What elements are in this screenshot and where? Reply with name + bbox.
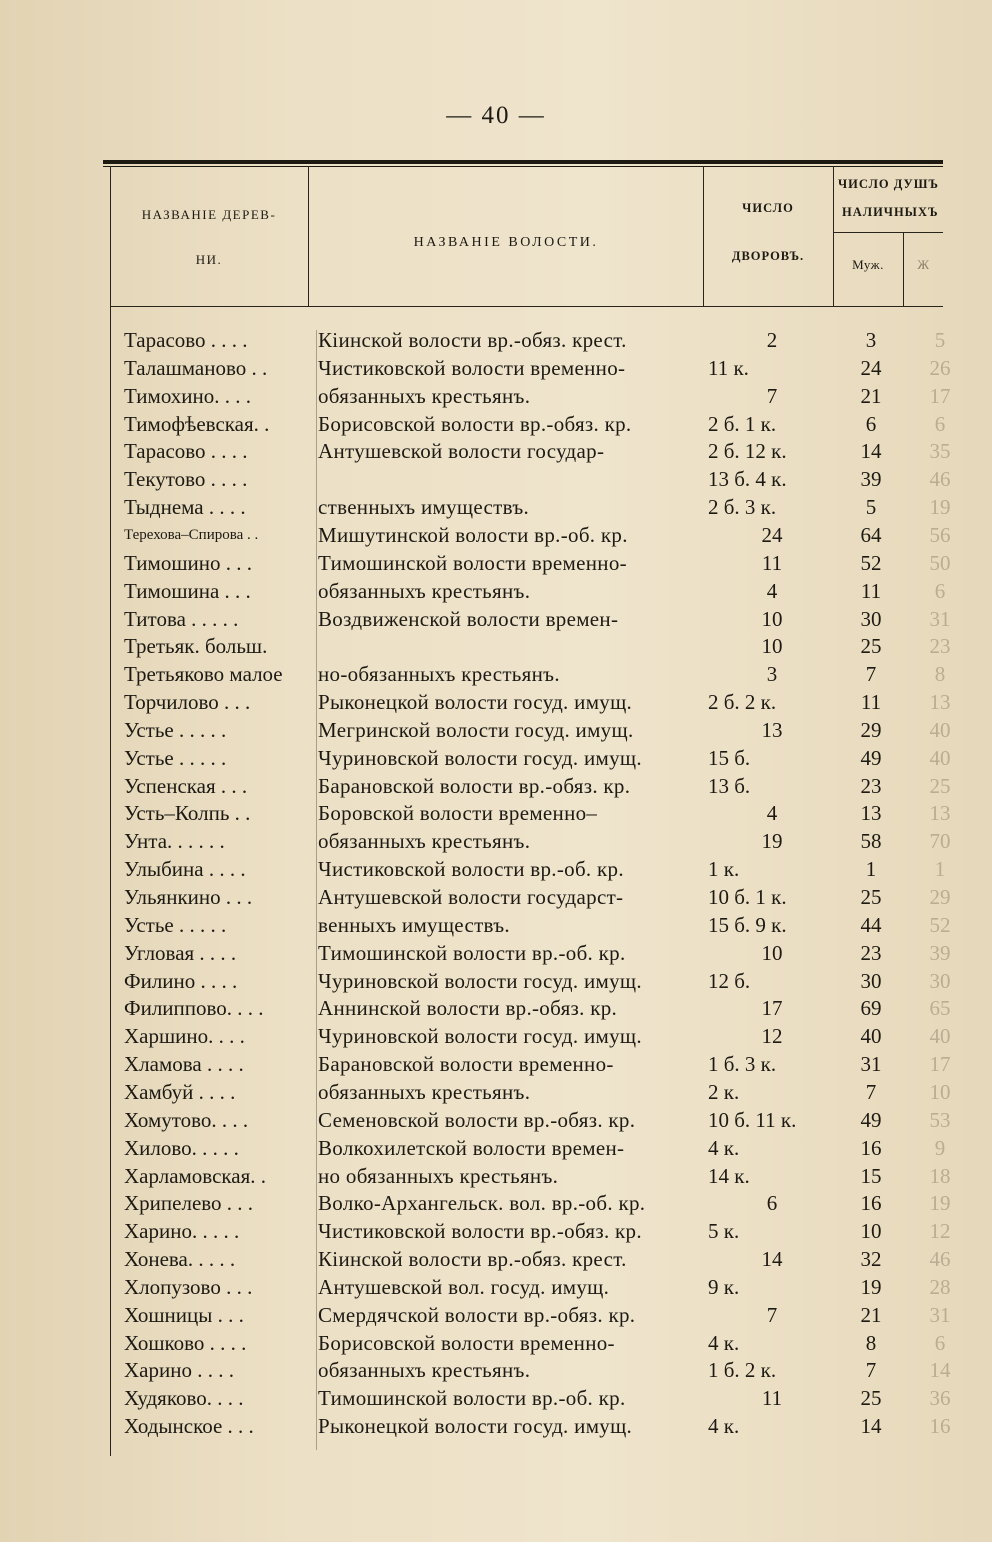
volost-cell: Кiинской волости вр.-обяз. крест. — [318, 328, 627, 352]
female-souls-cell: 36 — [929, 1386, 951, 1411]
header-village-line1: НАЗВАНIЕ ДЕРЕВ- — [141, 207, 277, 222]
volost-cell: обязанныхъ крестьянъ. — [318, 1358, 531, 1383]
village-cell: Устье . . . . . — [124, 745, 227, 770]
village-cell: Харино. . . . . — [124, 1219, 240, 1244]
female-souls-cell: 13 — [929, 801, 951, 826]
male-souls-cell: 44 — [860, 912, 882, 937]
male-souls-cell: 21 — [860, 383, 882, 408]
volost-cell: венныхъ имуществъ. — [318, 912, 510, 937]
households-cell: 4 к. — [708, 1135, 740, 1160]
village-cell: Хошково . . . . — [124, 1330, 247, 1355]
volost-cell: Антушевской волости государст- — [318, 885, 624, 909]
female-souls-cell: 70 — [929, 829, 951, 854]
female-souls-cell: 56 — [929, 522, 951, 547]
table-row — [0, 827, 992, 855]
village-cell: Тыднема . . . . — [124, 495, 246, 520]
table-row — [0, 605, 992, 633]
households-cell: 10 — [761, 606, 783, 631]
village-cell: Третьяк. больш. — [124, 634, 268, 659]
male-souls-cell: 23 — [860, 773, 882, 798]
male-souls-cell: 31 — [860, 1052, 882, 1077]
volost-cell: обязанныхъ крестьянъ. — [318, 1079, 531, 1104]
households-cell: 17 — [761, 996, 783, 1021]
volost-cell: Волко-Архангельск. вол. вр.-об. кр. — [318, 1191, 646, 1216]
male-souls-cell: 39 — [860, 467, 882, 492]
volost-cell: Семеновской волости вр.-обяз. кр. — [318, 1107, 636, 1132]
table-row — [0, 1162, 992, 1190]
male-souls-cell: 32 — [860, 1247, 882, 1272]
volost-cell: Мишутинской волости вр.-об. кр. — [318, 522, 628, 547]
female-souls-cell: 13 — [929, 690, 951, 715]
households-cell: 24 — [761, 522, 783, 547]
households-cell: 2 б. 12 к. — [708, 439, 787, 464]
female-souls-cell: 5 — [934, 328, 946, 352]
households-cell: 19 — [761, 829, 783, 854]
volost-cell: Чистиковской волости вр.-обяз. кр. — [318, 1219, 642, 1244]
volost-cell: Мегринской волости госуд. имущ. — [318, 717, 634, 742]
volost-cell: Рыконецкой волости госуд. имущ. — [318, 690, 633, 715]
male-souls-cell: 13 — [860, 801, 882, 826]
village-cell: Улыбина . . . . — [124, 857, 246, 882]
village-cell: Третьяково малое — [124, 662, 283, 687]
households-cell: 2 б. 1 к. — [708, 411, 777, 436]
female-souls-cell: 14 — [929, 1358, 951, 1383]
female-souls-cell: 8 — [934, 662, 946, 687]
village-cell: Тарасово . . . . — [124, 439, 248, 464]
male-souls-cell: 19 — [860, 1274, 882, 1299]
households-cell: 14 к. — [708, 1163, 750, 1188]
male-souls-cell: 69 — [860, 996, 882, 1021]
village-cell: Хрипелево . . . — [124, 1191, 254, 1216]
table-row — [0, 939, 992, 967]
volost-cell: Боровской волости временно– — [318, 801, 598, 826]
volost-cell: Борисовской волости временно- — [318, 1330, 615, 1355]
female-souls-cell: 26 — [929, 355, 951, 380]
village-cell: Хошницы . . . — [124, 1302, 244, 1327]
table-row — [0, 716, 992, 744]
female-souls-cell: 23 — [929, 634, 951, 659]
volost-cell: обязанныхъ крестьянъ. — [318, 578, 531, 603]
male-souls-cell: 16 — [860, 1191, 882, 1216]
table-row — [0, 994, 992, 1022]
village-cell: Усть–Колпь . . — [124, 801, 251, 826]
village-cell: Хонева. . . . . — [124, 1247, 236, 1272]
table-row — [0, 549, 992, 577]
households-cell: 7 — [766, 1302, 778, 1327]
volost-cell: Волкохилетской волости времен- — [318, 1135, 625, 1160]
header-male: Муж. — [852, 257, 884, 272]
households-cell: 4 к. — [708, 1414, 740, 1439]
households-cell: 1 к. — [708, 857, 740, 882]
households-cell: 2 б. 2 к. — [708, 690, 777, 715]
village-cell: Титова . . . . . — [124, 606, 239, 631]
male-souls-cell: 25 — [860, 885, 882, 909]
village-cell: Харламовская. . — [124, 1163, 267, 1188]
male-souls-cell: 14 — [860, 1414, 882, 1439]
table-row — [0, 521, 992, 549]
female-souls-cell: 6 — [934, 411, 946, 436]
male-souls-cell: 8 — [865, 1330, 877, 1355]
male-souls-cell: 15 — [860, 1163, 882, 1188]
village-cell: Тимохино. . . . — [124, 383, 252, 408]
households-cell: 3 — [766, 662, 778, 687]
female-souls-cell: 10 — [929, 1079, 951, 1104]
households-cell: 13 б. — [708, 773, 751, 798]
male-souls-cell: 11 — [860, 578, 882, 603]
page-number: — 40 — — [446, 102, 546, 129]
volost-cell: Рыконецкой волости госуд. имущ. — [318, 1414, 633, 1439]
table-row — [0, 744, 992, 772]
village-cell: Харино . . . . — [124, 1358, 234, 1383]
village-cell: Харшино. . . . — [124, 1024, 245, 1049]
male-souls-cell: 30 — [860, 606, 882, 631]
table-row — [0, 1412, 992, 1440]
female-souls-cell: 28 — [929, 1274, 951, 1299]
households-cell: 13 — [761, 717, 783, 742]
male-souls-cell: 11 — [860, 690, 882, 715]
village-cell: Тимошино . . . — [124, 550, 252, 575]
table-row — [0, 660, 992, 688]
male-souls-cell: 7 — [865, 662, 877, 687]
female-souls-cell: 39 — [929, 940, 951, 965]
male-souls-cell: 25 — [860, 1386, 882, 1411]
volost-cell: Чуриновской волости госуд. имущ. — [318, 968, 642, 993]
table-row — [0, 1301, 992, 1329]
village-cell: Ульянкино . . . — [124, 885, 253, 909]
village-cell: Талашманово . . — [124, 355, 268, 380]
female-souls-cell: 46 — [929, 467, 951, 492]
table-row — [0, 1106, 992, 1134]
header-village-line2: НИ. — [195, 252, 223, 267]
souls-subheader-rule — [833, 232, 943, 233]
volost-cell: Барановской волости временно- — [318, 1052, 614, 1077]
table-row — [0, 382, 992, 410]
households-cell: 6 — [766, 1191, 778, 1216]
table-row — [0, 799, 992, 827]
female-souls-cell: 53 — [929, 1107, 951, 1132]
table-row — [0, 1134, 992, 1162]
female-souls-cell: 17 — [929, 383, 951, 408]
households-cell: 10 — [761, 634, 783, 659]
village-cell: Хламова . . . . — [124, 1052, 244, 1077]
households-cell: 13 б. 4 к. — [708, 467, 787, 492]
female-souls-cell: 65 — [929, 996, 951, 1021]
table-row — [0, 437, 992, 465]
female-souls-cell: 1 — [934, 857, 946, 882]
column-divider — [308, 166, 309, 306]
male-souls-cell: 30 — [860, 968, 882, 993]
female-souls-cell: 29 — [929, 885, 951, 909]
female-souls-cell: 40 — [929, 745, 951, 770]
table-row — [0, 911, 992, 939]
volost-cell: но-обязанныхъ крестьянъ. — [318, 662, 560, 687]
header-souls-line1: ЧИСЛО ДУШЪ — [838, 177, 939, 191]
table-row — [0, 855, 992, 883]
volost-cell: обязанныхъ крестьянъ. — [318, 829, 531, 854]
table-row — [0, 1356, 992, 1384]
volost-cell: Антушевской вол. госуд. имущ. — [318, 1274, 610, 1299]
households-cell: 2 б. 3 к. — [708, 495, 777, 520]
village-cell: Успенская . . . — [124, 773, 248, 798]
households-cell: 12 б. — [708, 968, 751, 993]
village-cell: Унта. . . . . . — [124, 829, 225, 854]
households-cell: 2 — [766, 328, 778, 352]
village-cell: Филиппово. . . . — [124, 996, 264, 1021]
households-cell: 10 — [761, 940, 783, 965]
village-cell: Терехова–Спирова . . — [124, 526, 259, 543]
female-souls-cell: 40 — [929, 717, 951, 742]
header-households-line1: ЧИСЛО — [742, 201, 794, 215]
header-bottom-rule — [110, 306, 943, 307]
village-cell: Ходынское . . . — [124, 1414, 254, 1439]
volost-cell: Антушевской волости государ- — [318, 439, 605, 464]
village-cell: Тимофѣевская. . — [124, 411, 270, 436]
male-souls-cell: 7 — [865, 1358, 877, 1383]
male-souls-cell: 6 — [865, 411, 877, 436]
female-souls-cell: 52 — [929, 912, 951, 937]
header-volost: НАЗВАНIЕ ВОЛОСТИ. — [413, 235, 599, 250]
table-row — [0, 410, 992, 438]
table-row — [0, 326, 992, 354]
households-cell: 12 — [761, 1024, 783, 1049]
male-souls-cell: 40 — [860, 1024, 882, 1049]
female-souls-cell: 6 — [934, 578, 946, 603]
table-top-rule — [103, 160, 943, 164]
male-souls-cell: 24 — [860, 355, 882, 380]
female-souls-cell: 18 — [929, 1163, 951, 1188]
table-row — [0, 577, 992, 605]
volost-cell: но обязанныхъ крестьянъ. — [318, 1163, 559, 1188]
households-cell: 5 к. — [708, 1219, 740, 1244]
female-souls-cell: 25 — [929, 773, 951, 798]
village-cell: Худяково. . . . — [124, 1386, 244, 1411]
table-row — [0, 772, 992, 800]
households-cell: 1 б. 3 к. — [708, 1052, 777, 1077]
table-row — [0, 967, 992, 995]
volost-cell: Тимошинской волости вр.-об. кр. — [318, 940, 626, 965]
households-cell: 7 — [766, 383, 778, 408]
male-souls-cell: 5 — [865, 495, 877, 520]
header-female: Ж — [917, 257, 931, 272]
male-souls-cell: 52 — [860, 550, 882, 575]
female-souls-cell: 31 — [929, 1302, 951, 1327]
households-cell: 9 к. — [708, 1274, 740, 1299]
households-cell: 15 б. 9 к. — [708, 912, 787, 937]
male-souls-cell: 16 — [860, 1135, 882, 1160]
table-row — [0, 1245, 992, 1273]
table-row — [0, 1050, 992, 1078]
male-souls-cell: 49 — [860, 745, 882, 770]
table-row — [0, 465, 992, 493]
male-souls-cell: 25 — [860, 634, 882, 659]
female-souls-cell: 19 — [929, 495, 951, 520]
volost-cell: Барановской волости вр.-обяз. кр. — [318, 773, 631, 798]
village-cell: Хамбуй . . . . — [124, 1079, 236, 1104]
volost-cell: ственныхъ имуществъ. — [318, 495, 530, 520]
village-cell: Торчилово . . . — [124, 690, 251, 715]
households-cell: 14 — [761, 1247, 783, 1272]
female-souls-cell: 30 — [929, 968, 951, 993]
header-households-line2: ДВОРОВЪ. — [731, 249, 805, 263]
volost-cell: Кiинской волости вр.-обяз. крест. — [318, 1247, 627, 1272]
male-souls-cell: 3 — [865, 328, 877, 352]
village-cell: Тимошина . . . — [124, 578, 251, 603]
female-souls-cell: 50 — [929, 550, 951, 575]
volost-cell: Чуриновской волости госуд. имущ. — [318, 1024, 642, 1049]
male-souls-cell: 49 — [860, 1107, 882, 1132]
table-row — [0, 1273, 992, 1301]
households-cell: 2 к. — [708, 1079, 740, 1104]
households-cell: 4 — [766, 578, 778, 603]
households-cell: 10 б. 1 к. — [708, 885, 787, 909]
male-souls-cell: 23 — [860, 940, 882, 965]
male-souls-cell: 29 — [860, 717, 882, 742]
village-cell: Угловая . . . . — [124, 940, 237, 965]
female-souls-cell: 6 — [934, 1330, 946, 1355]
male-souls-cell: 1 — [865, 857, 877, 882]
households-cell: 4 к. — [708, 1330, 740, 1355]
header-souls-line2: НАЛИЧНЫХЪ — [842, 205, 939, 219]
volost-cell: Чистиковской волости временно- — [318, 355, 626, 380]
volost-cell: обязанныхъ крестьянъ. — [318, 383, 531, 408]
male-souls-cell: 58 — [860, 829, 882, 854]
households-cell: 4 — [766, 801, 778, 826]
female-souls-cell: 9 — [934, 1135, 946, 1160]
female-souls-cell: 16 — [929, 1414, 951, 1439]
volost-cell: Смердячской волости вр.-обяз. кр. — [318, 1302, 636, 1327]
table-row — [0, 493, 992, 521]
table-row — [0, 1078, 992, 1106]
table-row — [0, 1329, 992, 1357]
village-cell: Хлопузово . . . — [124, 1274, 253, 1299]
male-souls-cell: 14 — [860, 439, 882, 464]
volost-cell: Чуриновской волости госуд. имущ. — [318, 745, 642, 770]
female-souls-cell: 12 — [929, 1219, 951, 1244]
volost-cell: Тимошинской волости временно- — [318, 550, 627, 575]
volost-cell: Чистиковской волости вр.-об. кр. — [318, 857, 624, 882]
male-souls-cell: 10 — [860, 1219, 882, 1244]
village-cell: Хилово. . . . . — [124, 1135, 239, 1160]
village-cell: Тарасово . . . . — [124, 328, 248, 352]
table-row — [0, 688, 992, 716]
village-cell: Филино . . . . — [124, 968, 238, 993]
households-cell: 11 к. — [708, 355, 749, 380]
table-row — [0, 883, 992, 911]
households-cell: 11 — [761, 1386, 783, 1411]
female-souls-cell: 19 — [929, 1191, 951, 1216]
female-souls-cell: 31 — [929, 606, 951, 631]
table-row — [0, 354, 992, 382]
village-cell: Хомутово. . . . — [124, 1107, 249, 1132]
male-souls-cell: 21 — [860, 1302, 882, 1327]
column-divider — [703, 166, 704, 306]
households-cell: 10 б. 11 к. — [708, 1107, 797, 1132]
female-souls-cell: 17 — [929, 1052, 951, 1077]
village-cell: Устье . . . . . — [124, 912, 227, 937]
volost-cell: Воздвиженской волости времен- — [318, 606, 619, 631]
female-souls-cell: 35 — [929, 439, 951, 464]
volost-cell: Борисовской волости вр.-обяз. кр. — [318, 411, 632, 436]
female-souls-cell: 40 — [929, 1024, 951, 1049]
table-row — [0, 632, 992, 660]
village-cell: Устье . . . . . — [124, 717, 227, 742]
households-cell: 11 — [761, 550, 783, 575]
table-row — [0, 1217, 992, 1245]
households-cell: 15 б. — [708, 745, 751, 770]
volost-cell: Аннинской волости вр.-обяз. кр. — [318, 996, 618, 1021]
male-souls-cell: 7 — [865, 1079, 877, 1104]
female-souls-cell: 46 — [929, 1247, 951, 1272]
table-row — [0, 1189, 992, 1217]
volost-cell: Тимошинской волости вр.-об. кр. — [318, 1386, 626, 1411]
male-souls-cell: 64 — [860, 522, 882, 547]
table-top-rule-thin — [103, 166, 943, 167]
table-row — [0, 1022, 992, 1050]
table-row — [0, 1384, 992, 1412]
households-cell: 1 б. 2 к. — [708, 1358, 777, 1383]
village-cell: Текутово . . . . — [124, 467, 248, 492]
